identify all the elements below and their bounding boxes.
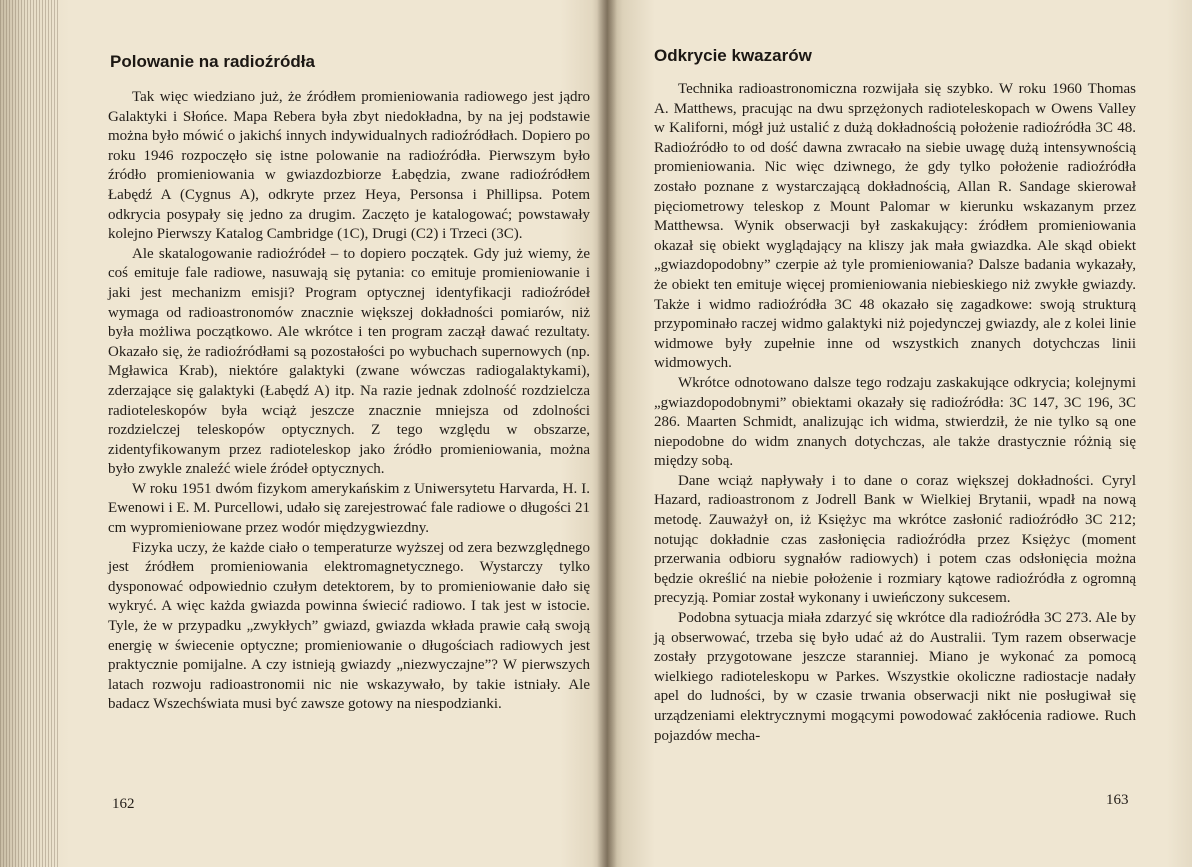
left-page-text [108, 88, 590, 715]
right-page [607, 0, 1192, 867]
right-page-number: 163 [1106, 792, 1129, 808]
left-paragraph-3: W roku 1951 dwóm fizykom amerykańskim z Uniwersytetu Harvarda, H. I. Ewenowi i E. M. Purcellowi, udało się zarejestrować fale radiowe o długości 21 cm wypromieniowane przez wodór międzygwiezdny. [108, 480, 590, 537]
right-paragraph-2: Wkrótce odnotowano dalsze tego rodzaju zaskakujące odkrycia; kolejnymi „gwiazdopodobnymi” obiektami okazały się radioźródła: 3C 147, 3C 196, 3C 286. Maarten Schmidt, analizując ich widma, stwierdził, że nie tylko są one niepodobne do widm znanych dotychczas, ale także drastycznie różnią się między sobą. [654, 374, 1136, 470]
right-page-heading: Odkrycie kwazarów [654, 46, 812, 65]
right-paragraph-1: Technika radioastronomiczna rozwijała się szybko. W roku 1960 Thomas A. Matthews, pracując na dwu sprzężonych radioteleskopach w Owens Valley w Kaliforni, mógł już ustalić z dużą dokładnością położenie radioźródła 3C 48. Radioźródło to od dość dawna zwracało na siebie uwagę dużą intensywnością promieniowania. Nic więc dziwnego, że gdy tylko położenie radioźródła zostało poznane z wystarczającą dokładnością, Allan R. Sandage skierował pięciometrowy teleskop z Mount Palomar w kierunku wskazanym przez Matthewsa. Wynik obserwacji był zaskakujący: źródłem promieniowania okazał się obiekt wyglądający na kliszy jak mała gwiazdka. Ale skąd obiekt „gwiazdopodobny” czerpie aż tyle promieniowania? Dalsze badania wykazały, że obiekt ten emituje więcej promieniowania niebieskiego niż zwykłe gwiazdy. Także i widmo radioźródła 3C 48 okazało się zagadkowe: swoją strukturą przypominało raczej widmo galaktyki niż pojedynczej gwiazdy, ale z kolei linie widmowe były zupełnie inne od wszystkich znanych dotychczas linii widmowych. [654, 81, 1136, 372]
left-page-heading: Polowanie na radioźródła [110, 52, 315, 71]
right-page-text [654, 80, 1136, 746]
left-page-number: 162 [112, 796, 135, 812]
right-paragraph-3: Dane wciąż napływały i to dane o coraz większej dokładności. Cyryl Hazard, radioastronom z Jodrell Bank w Wielkiej Brytanii, wpadł na nową metodę. Zauważył on, iż Księżyc ma wkrótce zasłonić radioźródło 3C 212; notując dokładnie czas zasłonięcia radioźródła przez Księżyc (moment przerwania odbioru sygnałów radiowych) i potem czas odsłonięcia można będzie określić na niebie położenie i rozmiary kątowe radioźródła z ogromną precyzją. Pomiar został wykonany i uwieńczony sukcesem. [654, 472, 1136, 607]
left-paragraph-1: Tak więc wiedziano już, że źródłem promieniowania radiowego jest jądro Galaktyki i Słońce. Mapa Rebera była zbyt niedokładna, by na jej podstawie można było mówić o jakichś innych indywidualnych radioźródłach. Dopiero po roku 1946 rozpoczęło się istne polowanie na radioźródła. Pierwszym było źródło promieniowania w gwiazdozbiorze Łabędzia, zwane radioźródłem Łabędź A (Cygnus A), odkryte przez Heya, Personsa i Phillipsa. Potem odkrycia posypały się jedno za drugim. Zaczęto je katalogować; powstawały kolejno Pierwszy Katalog Cambridge (1C), Drugi (C2) i Trzeci (3C). [108, 89, 590, 243]
page-edge-stack [0, 0, 60, 867]
right-paragraph-4: Podobna sytuacja miała zdarzyć się wkrótce dla radioźródła 3C 273. Ale by ją obserwować, trzeba się było udać aż do Australii. Tym razem obserwacje zostały przygotowane jeszcze staranniej. Miano je wykonać za pomocą wielkiego radioteleskopu w Parkes. Wszystkie okoliczne radiostacje nadały apel do ludności, by w czasie trwania obserwacji nikt nie posługiwał się urządzeniami elektrycznymi mogącymi powodować zakłócenia radiowe. Ruch pojazdów mecha- [654, 610, 1136, 744]
left-paragraph-2: Ale skatalogowanie radioźródeł – to dopiero początek. Gdy już wiemy, że coś emituje fale radiowe, nasuwają się pytania: co emituje promieniowanie i jaki jest mechanizm emisji? Program optycznej identyfikacji radioźródeł wymaga od radioastronomów znacznie większej dokładności pomiarów, niż była możliwa początkowo. Ale wkrótce i ten program zaczął dawać rezultaty. Okazało się, że radioźródłami są pozostałości po wybuchach supernowych (np. Mgławica Krab), niektóre galaktyki (zwane wówczas radiogalaktykami), zderzające się galaktyki (Łabędź A) itp. Na razie jednak zdolność rozdzielcza radioteleskopów była wciąż jeszcze znacznie mniejsza od zdolności rozdzielczej teleskopów optycznych. Z tego względu w obszarze, zidentyfikowanym przez radioteleskop jako źródło promieniowania, można było zwykle znaleźć wiele źródeł optycznych. [108, 245, 590, 478]
left-paragraph-4: Fizyka uczy, że każde ciało o temperaturze wyższej od zera bezwzględnego jest źródłem promieniowania elektromagnetycznego. Wystarczy tylko dysponować odpowiednio czułym detektorem, by to promieniowanie dało się wykryć. A więc każda gwiazda powinna świecić radiowo. I tak jest w istocie. Tyle, że w przypadku „zwykłych” gwiazd, gwiazda wkłada prawie całą swoją energię w świecenie optyczne; promieniowanie o długościach radiowych jest praktycznie pomijalne. A czy istnieją gwiazdy „niezwyczajne”? W pierwszych latach rozwoju radioastronomii nic nie wskazywało, by takie istniały. Ale badacz Wszechświata musi być zawsze gotowy na niespodzianki. [108, 539, 590, 713]
book-gutter [597, 0, 617, 867]
